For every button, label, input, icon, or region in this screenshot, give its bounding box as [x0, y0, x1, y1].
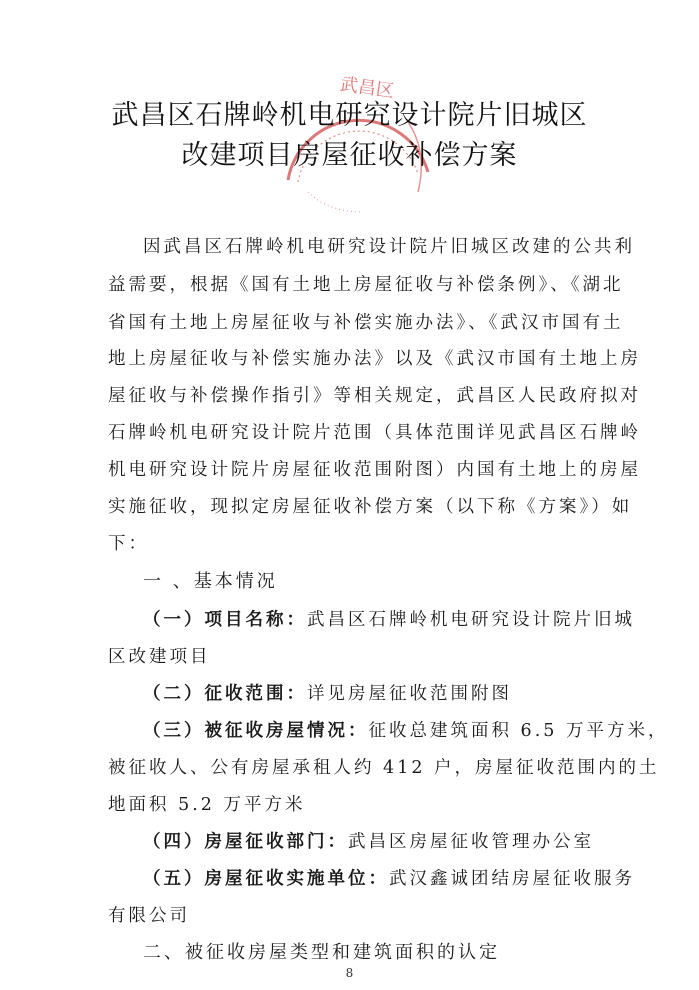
item-4-label: （四）房屋征收部门：: [143, 832, 348, 852]
item-4: [143, 829, 594, 855]
document-title-line-2: 改建项目房屋征收补偿方案: [181, 140, 518, 171]
intro-line-6: 石牌岭机电研究设计院片范围（具体范围详见武昌区石牌岭: [108, 423, 641, 443]
intro-line-9: 下：: [108, 534, 149, 554]
item-1-text: 武昌区石牌岭机电研究设计院片旧城: [307, 610, 635, 630]
item-2: [143, 681, 512, 707]
item-1-label: （一）项目名称：: [143, 610, 307, 630]
svg-text:武昌区: 武昌区: [338, 73, 396, 103]
item-5: [143, 866, 635, 892]
page-number: 8: [345, 966, 354, 980]
section-2-heading: 二、被征收房屋类型和建筑面积的认定: [143, 942, 500, 963]
intro-line-5: 屋征收与补偿操作指引》等相关规定，武昌区人民政府拟对: [108, 386, 641, 406]
item-5-label: （五）房屋征收实施单位：: [143, 869, 389, 889]
item-2-text: 详见房屋征收范围附图: [307, 684, 512, 704]
document-title-line-1: 武昌区石牌岭机电研究设计院片旧城区: [111, 100, 588, 131]
intro-line-4: 地上房屋征收与补偿实施办法》以及《武汉市国有土地上房: [108, 349, 641, 369]
intro-line-1: 因武昌区石牌岭机电研究设计院片旧城区改建的公共利: [143, 237, 635, 257]
section-1-heading: 一 、基本情况: [143, 571, 278, 592]
item-2-label: （二）征收范围：: [143, 684, 307, 704]
item-3-text: 征收总建筑面积 6.5 万平方米，: [368, 721, 669, 741]
item-5-cont: 有限公司: [108, 906, 190, 926]
item-1: [143, 607, 635, 633]
intro-line-2: 益需要，根据《国有土地上房屋征收与补偿条例》、《湖北: [108, 275, 624, 295]
item-3-label: （三）被征收房屋情况：: [143, 721, 369, 741]
item-5-text: 武汉鑫诚团结房屋征收服务: [389, 869, 635, 889]
item-3-cont-2: 地面积 5.2 万平方米: [108, 795, 306, 815]
intro-line-3: 省国有土地上房屋征收与补偿实施办法》、《武汉市国有土: [108, 313, 624, 333]
item-3-cont-1: 被征收人、公有房屋承租人约 412 户，房屋征收范围内的土: [108, 758, 660, 778]
item-3: [143, 718, 668, 744]
item-4-text: 武昌区房屋征收管理办公室: [348, 832, 594, 852]
intro-line-8: 实施征收，现拟定房屋征收补偿方案（以下称《方案》）如: [108, 497, 633, 517]
item-1-cont: 区改建项目: [108, 647, 211, 667]
intro-line-7: 机电研究设计院片房屋征收范围附图）内国有土地上的房屋: [108, 460, 641, 480]
